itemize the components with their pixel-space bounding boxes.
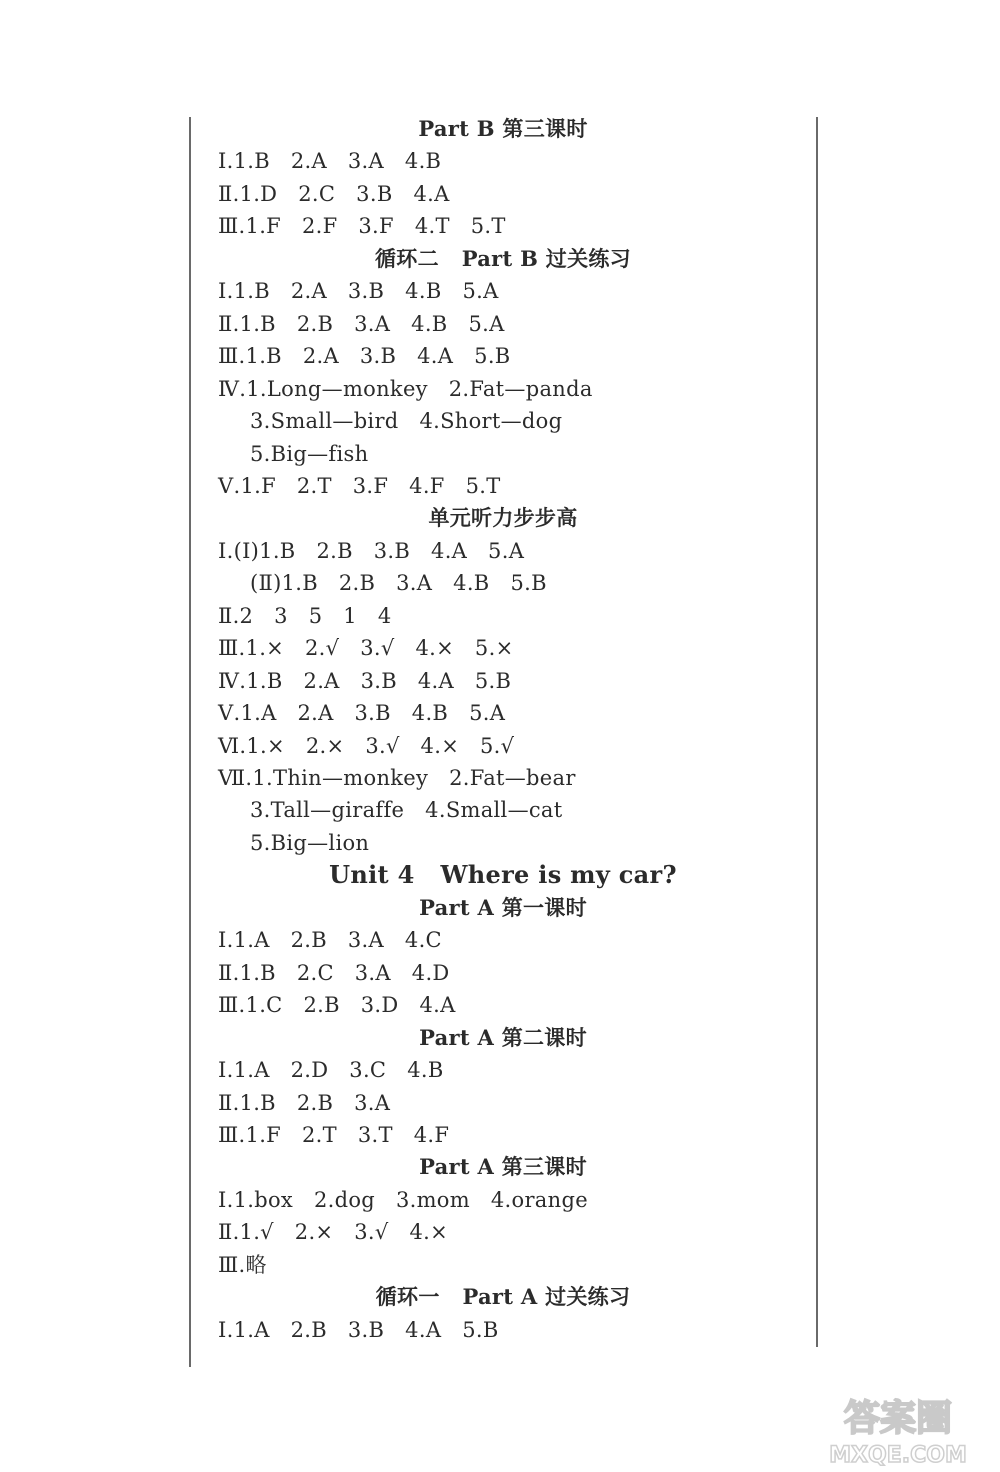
watermark-logo <box>808 1388 988 1468</box>
answer-line: Ⅰ.1.A 2.D 3.C 4.B <box>218 1058 444 1083</box>
watermark-title: 答案圈 <box>843 1398 953 1439</box>
answer-line: Ⅰ.1.B 2.A 3.B 4.B 5.A <box>218 279 499 304</box>
answer-line: Ⅰ.1.box 2.dog 3.mom 4.orange <box>218 1187 588 1212</box>
answer-line: Ⅴ.1.F 2.T 3.F 4.F 5.T <box>218 473 501 498</box>
section-heading: 单元听力步步高 <box>428 505 578 531</box>
section-heading: Part A 第二课时 <box>419 1024 587 1050</box>
section-heading: Part A 第三课时 <box>419 1154 587 1180</box>
answer-line: Ⅱ.1.D 2.C 3.B 4.A <box>218 181 450 206</box>
answer-line-continued: 5.Big—fish <box>250 441 369 466</box>
answer-line: Ⅶ.1.Thin—monkey 2.Fat—bear <box>218 766 576 790</box>
section-heading: 循环一 Part A 过关练习 <box>375 1284 631 1310</box>
answer-line: Ⅴ.1.A 2.A 3.B 4.B 5.A <box>218 701 506 726</box>
answer-line-continued: (Ⅱ)1.B 2.B 3.A 4.B 5.B <box>250 571 547 596</box>
answer-line: Ⅲ.1.F 2.F 3.F 4.T 5.T <box>218 214 506 239</box>
answer-line-continued: 5.Big—lion <box>250 830 370 855</box>
answer-line: Ⅱ.1.B 2.B 3.A <box>218 1090 391 1115</box>
answer-line: Ⅱ.1.B 2.B 3.A 4.B 5.A <box>218 311 505 336</box>
answer-line: Ⅰ.1.A 2.B 3.A 4.C <box>218 928 442 953</box>
answer-line: Ⅲ.1.F 2.T 3.T 4.F <box>218 1122 450 1147</box>
section-heading: Part B 第三课时 <box>418 116 588 141</box>
section-heading: Part A 第一课时 <box>419 894 587 920</box>
answer-line: Ⅲ.1.C 2.B 3.D 4.A <box>218 993 456 1018</box>
answer-line: Ⅳ.1.Long—monkey 2.Fat—panda <box>218 376 593 401</box>
section-heading: 循环二 Part B 过关练习 <box>374 245 631 271</box>
answer-line: Ⅲ.略 <box>218 1252 267 1277</box>
answer-line-continued: 3.Small—bird 4.Short—dog <box>250 409 563 434</box>
answer-line: Ⅱ.2 3 5 1 4 <box>218 603 392 628</box>
answer-line: Ⅵ.1.× 2.× 3.√ 4.× 5.√ <box>218 733 515 758</box>
answer-line: Ⅲ.1.B 2.A 3.B 4.A 5.B <box>218 344 511 369</box>
unit-title: Unit 4 Where is my car? <box>329 860 677 890</box>
watermark-url: MXQE.COM <box>829 1443 967 1468</box>
answer-line: Ⅳ.1.B 2.A 3.B 4.A 5.B <box>218 668 512 693</box>
answer-line: Ⅱ.1.B 2.C 3.A 4.D <box>218 960 450 985</box>
answer-line: Ⅰ.(Ⅰ)1.B 2.B 3.B 4.A 5.A <box>218 538 525 563</box>
answer-line: Ⅰ.1.A 2.B 3.B 4.A 5.B <box>218 1317 499 1342</box>
answer-line: Ⅱ.1.√ 2.× 3.√ 4.× <box>218 1220 449 1245</box>
answer-line: Ⅲ.1.× 2.√ 3.√ 4.× 5.× <box>218 636 514 661</box>
answer-line: Ⅰ.1.B 2.A 3.A 4.B <box>218 149 442 174</box>
answer-line-continued: 3.Tall—giraffe 4.Small—cat <box>250 798 563 823</box>
